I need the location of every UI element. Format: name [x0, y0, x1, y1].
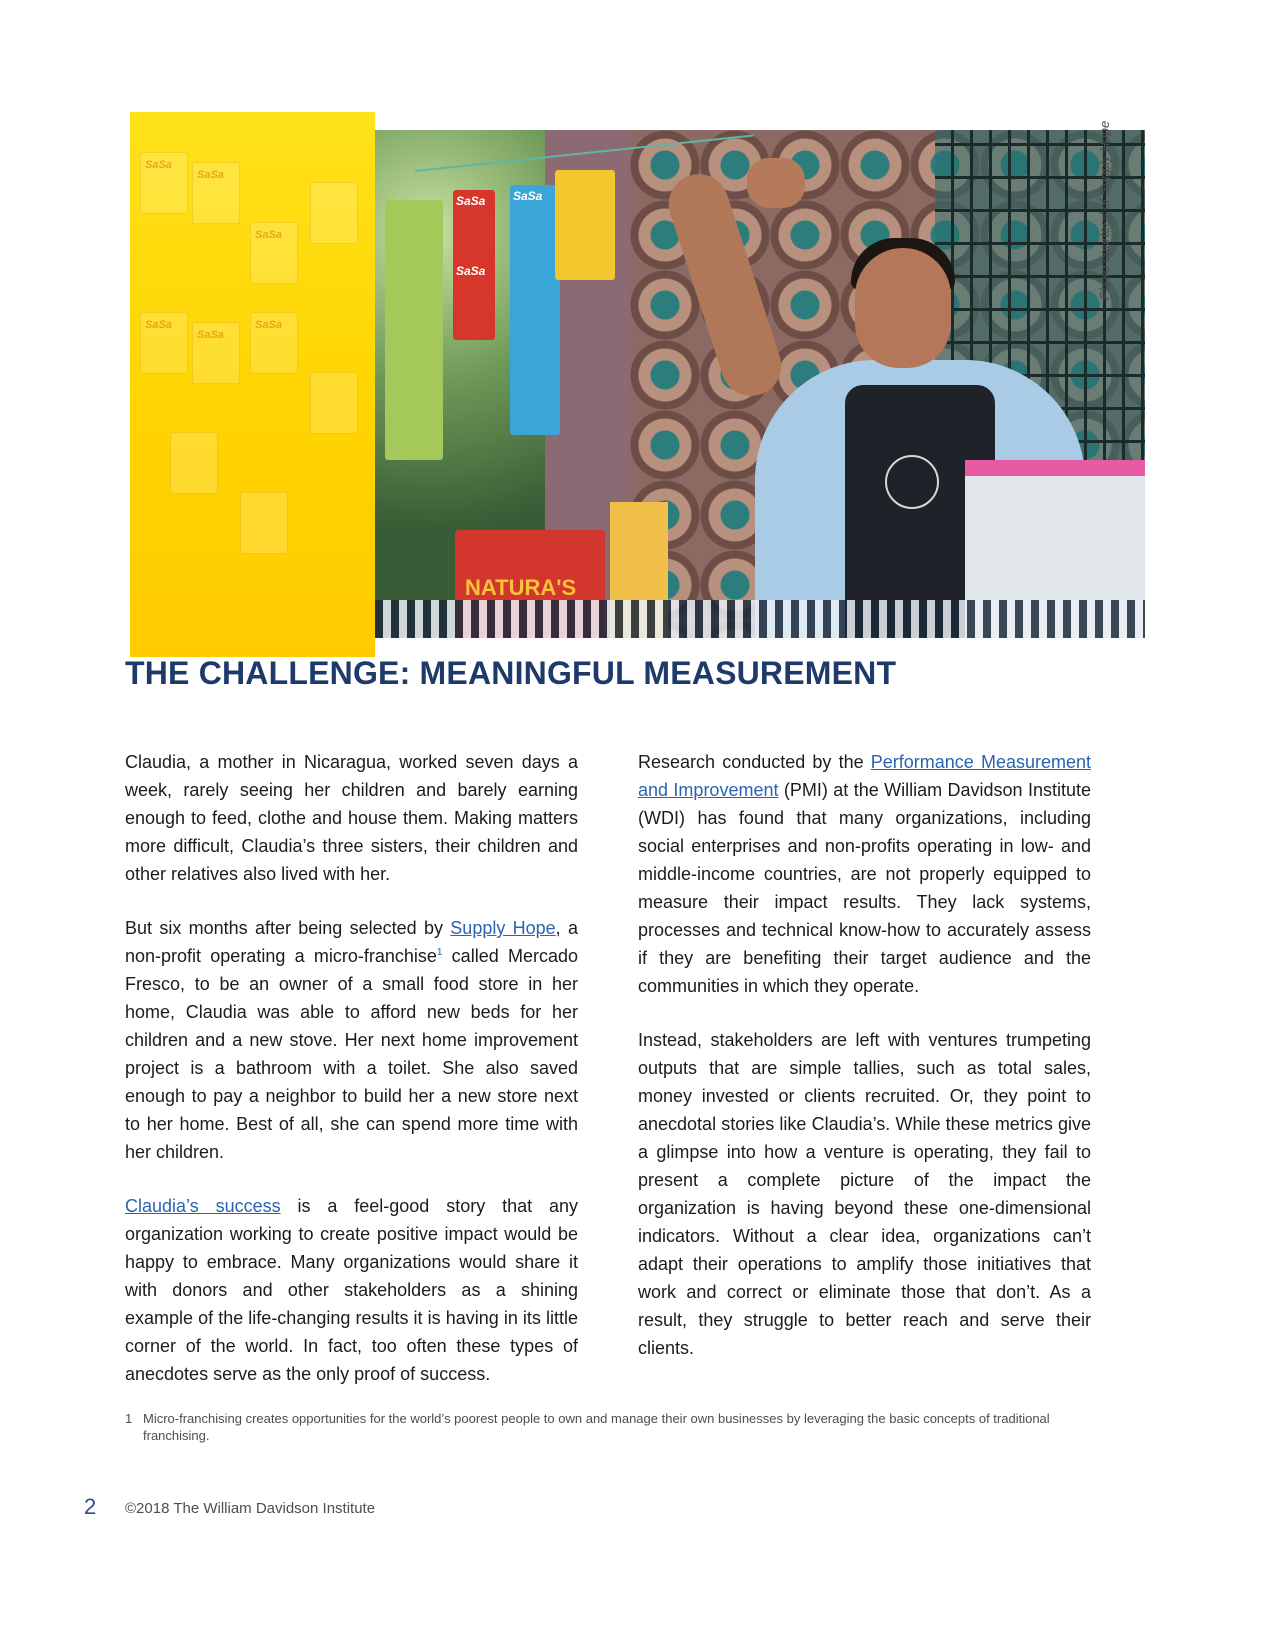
supply-hope-link[interactable]: Supply Hope: [450, 918, 556, 938]
footnote-number: 1: [125, 1411, 133, 1426]
photo-credit: Photo courtesy of Supply Hope: [1097, 120, 1112, 300]
footnote: [125, 1410, 1090, 1444]
paragraph: Instead, stakeholders are left with ventures trumpeting outputs that are simple tallies, such as total sales, money invested or clients recruited. Or, they point to anecdotal stories like Claudia’s. While these metrics give a glimpse into how a venture is operating, they fail to present a complete picture of the impact the organization is having beyond these one-dimensional indicators. Without a clear idea, organizations can’t adapt their operations to amplify those initiatives that work and correct or eliminate those that don’t. As a result, they struggle to better reach and serve their clients.: [638, 1030, 1091, 1358]
page-number: 2: [84, 1494, 97, 1519]
paragraph: Claudia’s success is a feel-good story that any organization working to create positive impact would be happy to embrace. Many organizations would share it with donors and other stakeholders as a shining example of the life-changing results it is having in its little corner of the world. In fact, too often these types of anecdotes serve as the only proof of success.: [125, 1196, 578, 1384]
paragraph: Research conducted by the Performance Measurement and Improvement (PMI) at the William Davidson Institute (WDI) has found that many organizations, including social enterprises and non-profits operating in low- and middle-income countries, are not properly equipped to measure their impact results. They lack systems, processes and technical know-how to accurately assess if they are benefiting their target audience and the communities in which they operate.: [638, 752, 1092, 996]
storefront-photo: SaSa SaSa SaSa NATURA'S: [375, 130, 1145, 638]
footnote-marker[interactable]: 1: [436, 947, 443, 958]
left-column: [125, 748, 578, 1414]
footnote-text: Micro-franchising creates opportunities for the world’s poorest people to own and manage their own businesses by leveraging the basic concepts of traditional franchising.: [143, 1411, 1050, 1443]
pmi-link[interactable]: Performance Measurement and Improvement: [638, 752, 1092, 800]
copyright: ©2018 The William Davidson Institute: [125, 1500, 376, 1517]
mercado-fresco-logo: [885, 455, 939, 509]
claudias-success-link[interactable]: Claudia’s success: [125, 1196, 281, 1216]
right-column: [638, 748, 1091, 1388]
paragraph: But six months after being selected by Supply Hope, a non-profit operating a micro-franchise$^1$ called Mercado Fresco, to be an owner of a small food store in her home, Claudia was able to afford new beds for her children and a new stove. Her next home improvement project is a bathroom with a toilet. She also saved enough to pay a neighbor to build her a new store next to her home. Best of all, she can spend more time with her children.: [125, 918, 578, 1162]
paragraph: Claudia, a mother in Nicaragua, worked seven days a week, rarely seeing her children and barely earning enough to feed, clothe and house them. Making matters more difficult, Claudia’s three sisters, their children and other relatives also lived with her.: [125, 752, 578, 884]
hero-image: [130, 112, 1145, 657]
section-heading: THE CHALLENGE: MEANINGFUL MEASUREMENT: [125, 655, 897, 691]
yellow-overlay-block: SaSa SaSa SaSa SaSa SaSa SaSa: [130, 112, 375, 657]
